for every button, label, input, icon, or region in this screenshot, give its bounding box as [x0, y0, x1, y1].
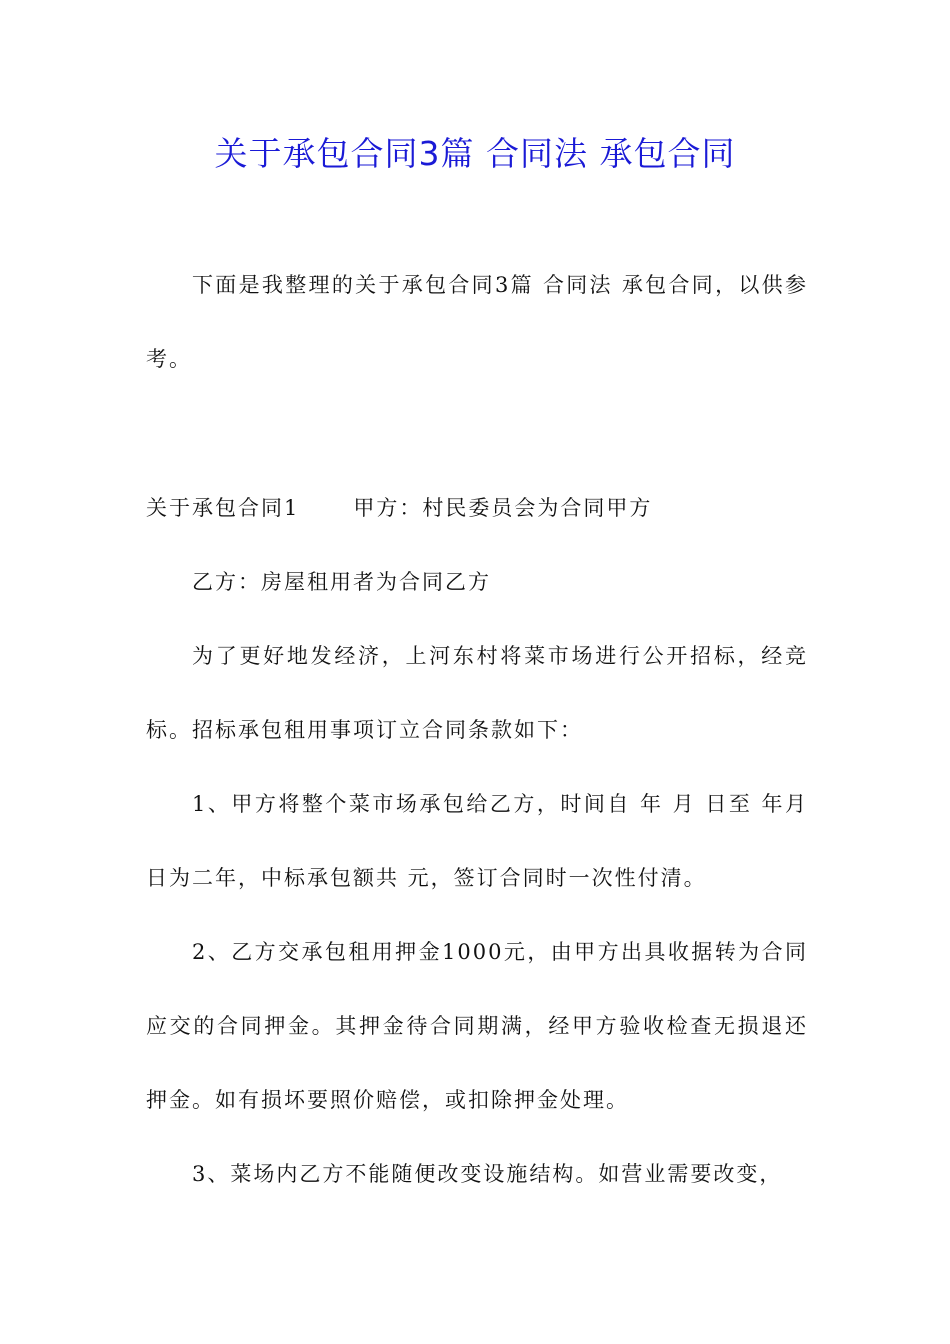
purpose-paragraph: 为了更好地发经济，上河东村将菜市场进行公开招标，经竞标。招标承包租用事项订立合同条款如下： [146, 644, 808, 742]
contract-heading-line [146, 471, 808, 545]
clause-3-paragraph: 3、菜场内乙方不能随便改变设施结构。如营业需要改变， [192, 1162, 783, 1186]
party-b-paragraph: 乙方：房屋租用者为合同乙方 [192, 570, 491, 594]
document-title: 关于承包合同3篇 合同法 承包合同 [214, 134, 736, 173]
section-heading: 关于承包合同1 [146, 496, 300, 520]
clause-1-paragraph: 1、甲方将整个菜市场承包给乙方，时间自 年 月 日至 年月 日为二年，中标承包额共 元，签订合同时一次性付清。 [146, 792, 808, 890]
intro-paragraph: 下面是我整理的关于承包合同3篇 合同法 承包合同，以供参考。 [146, 273, 808, 371]
party-a-text: 甲方：村民委员会为合同甲方 [353, 496, 653, 520]
clause-2-paragraph: 2、乙方交承包租用押金1000元，由甲方出具收据转为合同应交的合同押金。其押金待合同期满，经甲方验收检查无损退还押金。如有损坏要照价赔偿，或扣除押金处理。 [146, 940, 808, 1112]
